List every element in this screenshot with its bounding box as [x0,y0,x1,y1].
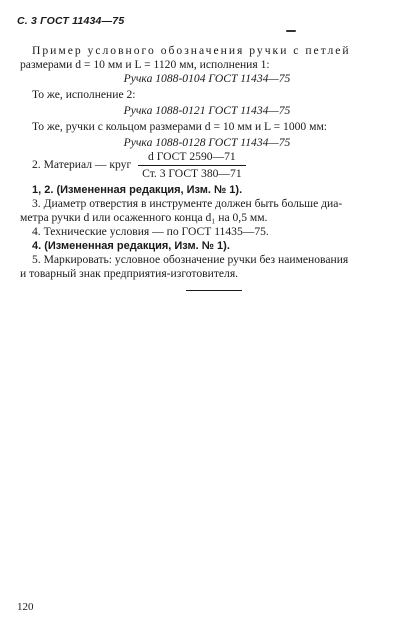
item-4: 4. Технические условия — по ГОСТ 11435—75. [32,225,269,238]
example-intro-line-1: Пример условного обозначения ручки с петлей [32,44,351,57]
material-label: 2. Материал — круг [32,158,132,172]
scan-mark [286,30,296,32]
designation-1: Ручка 1088-0104 ГОСТ 11434—75 [123,72,291,85]
material-numerator: d ГОСТ 2590—71 [138,150,246,166]
designation-3: Ручка 1088-0128 ГОСТ 11434—75 [123,136,291,149]
item-3-line-1: 3. Диаметр отверстия в инструменте должен быть больше диа- [32,197,343,210]
material-clause [32,150,398,181]
changed-edition-note-2: 4. (Измененная редакция, Изм. № 1). [32,240,230,252]
item-3-line-2: метра ручки d или осаженного конца d₁ на 0,5 мм. [20,211,268,224]
page-header: С. 3 ГОСТ 11434—75 [17,15,125,27]
changed-edition-note-1: 1, 2. (Измененная редакция, Изм. № 1). [32,184,243,196]
section-divider [186,290,242,291]
material-denominator: Ст. 3 ГОСТ 380—71 [142,167,242,180]
example-intro-line-2: размерами d = 10 мм и L = 1120 мм, исполнения 1: [20,58,270,71]
material-fraction [138,150,246,181]
designation-2: Ручка 1088-0121 ГОСТ 11434—75 [123,104,291,117]
variant-2-intro: То же, исполнение 2: [32,88,136,101]
page-number: 120 [17,601,34,613]
ring-intro: То же, ручки с кольцом размерами d = 10 мм и L = 1000 мм: [32,120,328,133]
item-5-line-2: и товарный знак предприятия-изготовителя. [20,267,239,280]
item-5-line-1: 5. Маркировать: условное обозначение ручки без наименования [32,253,349,266]
